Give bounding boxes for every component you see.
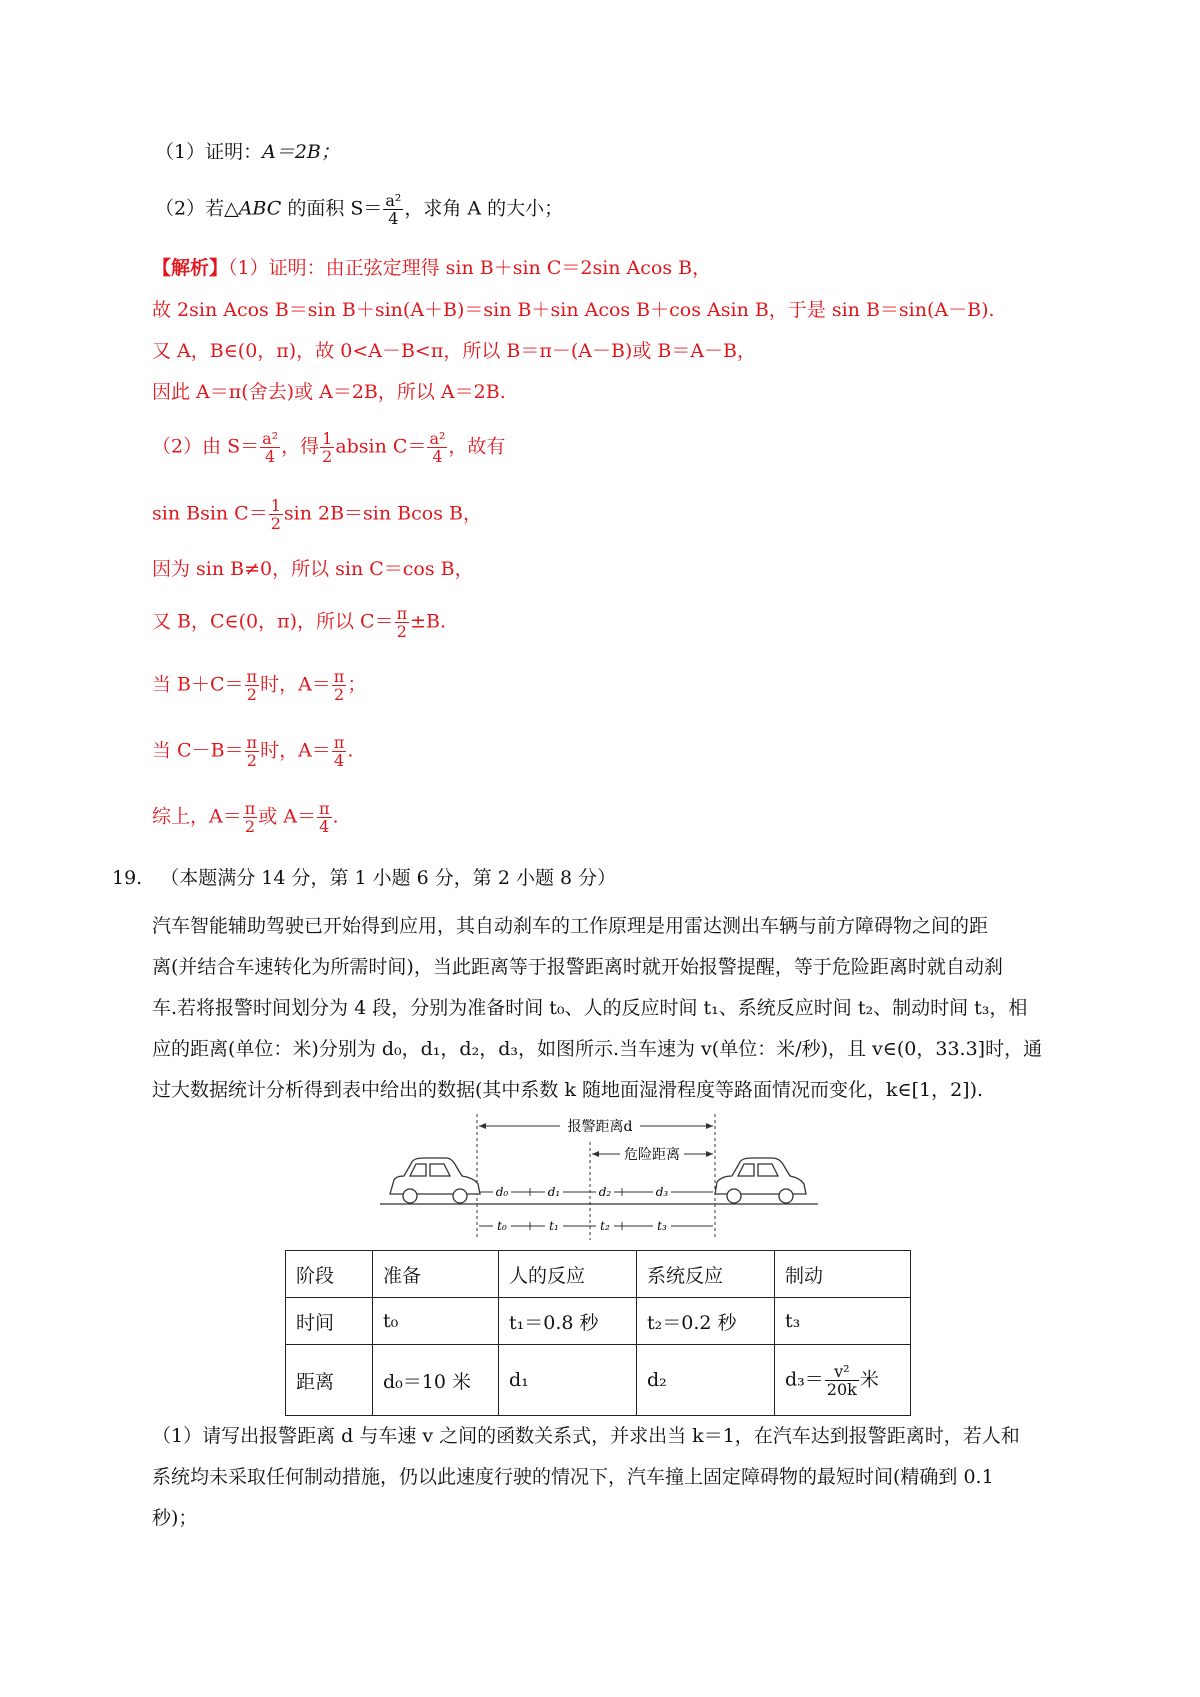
- table-row: 距离 d₀＝10 米 d₁ d₂ d₃＝ $\frac{\text{v²}}{20k}$ 米: [286, 1345, 911, 1416]
- problem-part1: （1）证明：A＝2B；: [155, 141, 340, 163]
- d3-formula-cell: d₃＝ $\frac{\text{v²}}{20k}$ 米: [775, 1345, 911, 1416]
- fraction-a2-over-4: $\frac{\text{a²}}{4}$: [385, 191, 402, 228]
- d1-label: d₁: [547, 1185, 561, 1199]
- solution-line-11: 综上，A＝ $\frac{\pi}{2}$ 或 A＝ $\frac{\pi}{4}$ .: [152, 799, 339, 836]
- danger-distance-label: 危险距离: [624, 1147, 680, 1163]
- table-row: 时间 t₀ t₁＝0.8 秒 t₂＝0.2 秒 t₃: [286, 1298, 911, 1345]
- t3-label: t₃: [657, 1219, 667, 1233]
- solution-line-4: 因此 A＝π(舍去)或 A＝2B，所以 A＝2B.: [152, 381, 506, 403]
- t1-label: t₁: [549, 1219, 559, 1233]
- question-19-header: 19. （本题满分 14 分，第 1 小题 6 分，第 2 小题 8 分）: [112, 867, 617, 889]
- solution-line-10: 当 C－B＝ $\frac{\pi}{2}$ 时，A＝ $\frac{\pi}{4}$ .: [152, 733, 354, 770]
- question-19-body: 汽车智能辅助驾驶已开始得到应用，其自动刹车的工作原理是用雷达测出车辆与前方障碍物之间的距 离(并结合车速转化为所需时间)，当此距离等于报警距离时就开始报警提醒，等于危险距离时就自动刹 车.若将报警时间划分为 4 段，分别为准备时间 t₀、人的反应时间 t₁、系统反应时间 t₂、制动时间 t₃，相 应的距离(单位：米)分别为 d₀，d₁，d₂，d₃，如图所示.当车速为 v(单位：米/秒)，且 v∈(0，33.3]时，通 过大数据统计分析得到表中给出的数据(其中系数 k 随地面湿滑程度等路面情况而变化，k∈[1，2]).: [152, 915, 1043, 1101]
- alarm-distance-label: 报警距离d: [567, 1119, 633, 1135]
- solution-line-6: sin Bsin C＝ $\frac{1}{2}$ sin 2B＝sin Bcos B，: [152, 496, 482, 533]
- t2-label: t₂: [600, 1219, 610, 1233]
- t0-label: t₀: [497, 1219, 507, 1233]
- analysis-label: 【解析】: [152, 257, 229, 279]
- solution-line-8: 又 B，C∈(0，π)，所以 C＝ $\frac{\pi}{2}$ ±B.: [152, 604, 447, 641]
- solution-line-2: 故 2sin Acos B＝sin B＋sin(A＋B)＝sin B＋sin Acos B＋cos Asin B，于是 sin B＝sin(A－B).: [152, 299, 995, 321]
- d0-label: d₀: [495, 1185, 509, 1199]
- table-row: 阶段 准备 人的反应 系统反应 制动: [286, 1251, 911, 1298]
- solution-line-3: 又 A，B∈(0，π)，故 0<A－B<π，所以 B＝π－(A－B)或 B＝A－B，: [152, 340, 757, 362]
- d3-label: d₃: [655, 1185, 669, 1199]
- car-left-icon: [390, 1158, 480, 1203]
- problem-part2: （2）若△ABC 的面积 S＝ $\frac{\text{a²}}{4}$ ，求角 A 的大小；: [155, 191, 564, 228]
- solution-line-9: 当 B＋C＝ $\frac{\pi}{2}$ 时，A＝ $\frac{\pi}{2}$ ；: [152, 667, 367, 704]
- distance-diagram: [380, 1112, 820, 1242]
- question-number: 19.: [112, 867, 143, 889]
- stage-table: [285, 1250, 911, 1416]
- solution-line-5: （2）由 S＝ $\frac{\text{a²}}{4}$ ，得 $\frac{1}{2}$ absin C＝ $\frac{\text{a²}}{4}$ ，故有: [152, 429, 506, 466]
- car-right-icon: [715, 1158, 806, 1203]
- solution-line-7: 因为 sin B≠0，所以 sin C＝cos B，: [152, 558, 474, 580]
- question-19-sub1: （1）请写出报警距离 d 与车速 v 之间的函数关系式，并求出当 k＝1，在汽车达到报警距离时，若人和 系统均未采取任何制动措施，仍以此速度行驶的情况下，汽车撞上固定障碍物的最短时间(精确到 0.1 秒)；: [152, 1425, 1020, 1529]
- solution-line-1: 【解析】（1）证明：由正弦定理得 sin B＋sin C＝2sin Acos B，: [152, 257, 712, 279]
- d2-label: d₂: [598, 1185, 612, 1199]
